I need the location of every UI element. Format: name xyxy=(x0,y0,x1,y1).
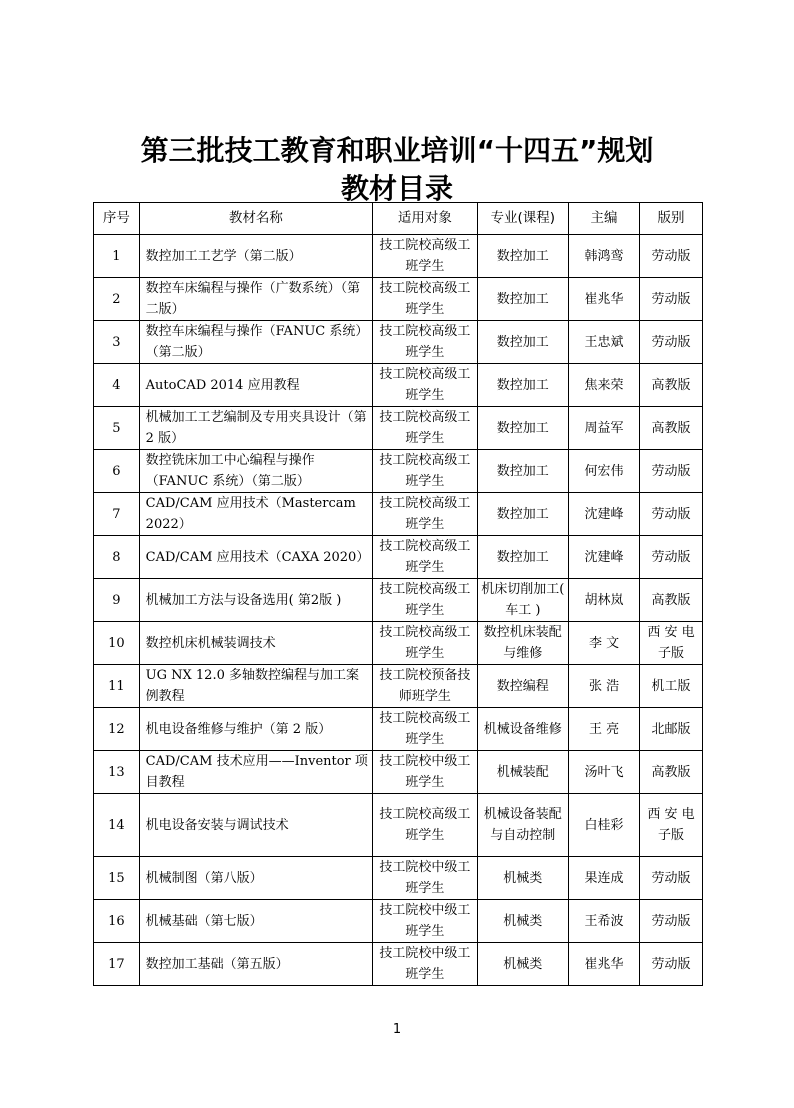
cell-editor: 焦来荣 xyxy=(568,364,639,407)
cell-target: 技工院校高级工班学生 xyxy=(373,493,478,536)
cell-publisher: 机工版 xyxy=(640,665,703,708)
cell-no: 5 xyxy=(94,407,140,450)
cell-major: 数控加工 xyxy=(477,364,568,407)
cell-publisher: 劳动版 xyxy=(640,493,703,536)
cell-major: 数控机床装配与维修 xyxy=(477,622,568,665)
table-row xyxy=(94,751,703,794)
cell-name: 机械加工方法与设备选用( 第2版 ) xyxy=(139,579,372,622)
header-no: 序号 xyxy=(94,203,140,235)
document-title-line2: 教材目录 xyxy=(340,172,453,205)
cell-editor: 果连成 xyxy=(568,857,639,900)
cell-name: 机械制图（第八版） xyxy=(139,857,372,900)
table-row xyxy=(94,364,703,407)
cell-publisher: 高教版 xyxy=(640,364,703,407)
table-row xyxy=(94,665,703,708)
cell-no: 17 xyxy=(94,943,140,986)
page-number: 1 xyxy=(392,1022,402,1037)
cell-name: 机械基础（第七版） xyxy=(139,900,372,943)
header-publisher: 版别 xyxy=(640,203,703,235)
table-row xyxy=(94,900,703,943)
cell-target: 技工院校高级工班学生 xyxy=(373,321,478,364)
cell-editor: 崔兆华 xyxy=(568,943,639,986)
cell-publisher: 劳动版 xyxy=(640,857,703,900)
cell-publisher: 劳动版 xyxy=(640,321,703,364)
cell-editor: 何宏伟 xyxy=(568,450,639,493)
cell-target: 技工院校高级工班学生 xyxy=(373,364,478,407)
cell-no: 8 xyxy=(94,536,140,579)
table-row xyxy=(94,622,703,665)
cell-major: 数控加工 xyxy=(477,321,568,364)
cell-major: 数控编程 xyxy=(477,665,568,708)
cell-name: 机电设备安装与调试技术 xyxy=(139,794,372,857)
table-row xyxy=(94,493,703,536)
table-row xyxy=(94,794,703,857)
cell-publisher: 劳动版 xyxy=(640,278,703,321)
cell-major: 机械类 xyxy=(477,857,568,900)
cell-publisher: 劳动版 xyxy=(640,450,703,493)
cell-name: CAD/CAM 应用技术（CAXA 2020） xyxy=(139,536,372,579)
cell-no: 7 xyxy=(94,493,140,536)
cell-target: 技工院校高级工班学生 xyxy=(373,794,478,857)
cell-editor: 王 亮 xyxy=(568,708,639,751)
cell-major: 数控加工 xyxy=(477,407,568,450)
cell-major: 机床切削加工( 车工 ) xyxy=(477,579,568,622)
cell-publisher: 劳动版 xyxy=(640,943,703,986)
cell-name: 机械加工工艺编制及专用夹具设计（第 2 版） xyxy=(139,407,372,450)
cell-major: 机械装配 xyxy=(477,751,568,794)
cell-major: 机械设备装配与自动控制 xyxy=(477,794,568,857)
cell-name: 数控车床编程与操作（广数系统）（第二版） xyxy=(139,278,372,321)
cell-editor: 白桂彩 xyxy=(568,794,639,857)
cell-name: UG NX 12.0 多轴数控编程与加工案例教程 xyxy=(139,665,372,708)
cell-major: 机械设备维修 xyxy=(477,708,568,751)
cell-editor: 韩鸿鸾 xyxy=(568,235,639,278)
header-major: 专业(课程) xyxy=(477,203,568,235)
textbook-catalog-table xyxy=(93,202,703,986)
table-header-row xyxy=(94,203,703,235)
table-row xyxy=(94,943,703,986)
cell-target: 技工院校中级工班学生 xyxy=(373,751,478,794)
cell-editor: 汤叶飞 xyxy=(568,751,639,794)
cell-editor: 周益军 xyxy=(568,407,639,450)
cell-no: 11 xyxy=(94,665,140,708)
cell-name: 机电设备维修与维护（第 2 版） xyxy=(139,708,372,751)
cell-target: 技工院校中级工班学生 xyxy=(373,857,478,900)
header-target: 适用对象 xyxy=(373,203,478,235)
cell-name: AutoCAD 2014 应用教程 xyxy=(139,364,372,407)
cell-name: CAD/CAM 应用技术（Mastercam 2022） xyxy=(139,493,372,536)
cell-publisher: 劳动版 xyxy=(640,536,703,579)
table-row xyxy=(94,708,703,751)
cell-target: 技工院校高级工班学生 xyxy=(373,450,478,493)
cell-no: 6 xyxy=(94,450,140,493)
cell-major: 机械类 xyxy=(477,943,568,986)
cell-major: 数控加工 xyxy=(477,235,568,278)
cell-publisher: 劳动版 xyxy=(640,235,703,278)
cell-target: 技工院校高级工班学生 xyxy=(373,579,478,622)
cell-target: 技工院校高级工班学生 xyxy=(373,536,478,579)
cell-major: 数控加工 xyxy=(477,278,568,321)
cell-publisher: 高教版 xyxy=(640,579,703,622)
cell-major: 机械类 xyxy=(477,900,568,943)
cell-target: 技工院校中级工班学生 xyxy=(373,943,478,986)
cell-target: 技工院校高级工班学生 xyxy=(373,622,478,665)
table-row xyxy=(94,235,703,278)
cell-editor: 沈建峰 xyxy=(568,536,639,579)
cell-name: 数控机床机械装调技术 xyxy=(139,622,372,665)
cell-target: 技工院校高级工班学生 xyxy=(373,708,478,751)
cell-target: 技工院校高级工班学生 xyxy=(373,278,478,321)
table-row xyxy=(94,857,703,900)
cell-major: 数控加工 xyxy=(477,536,568,579)
cell-no: 14 xyxy=(94,794,140,857)
cell-publisher: 北邮版 xyxy=(640,708,703,751)
cell-target: 技工院校中级工班学生 xyxy=(373,900,478,943)
cell-target: 技工院校预备技师班学生 xyxy=(373,665,478,708)
cell-no: 16 xyxy=(94,900,140,943)
cell-no: 1 xyxy=(94,235,140,278)
cell-editor: 崔兆华 xyxy=(568,278,639,321)
cell-publisher: 西 安 电子版 xyxy=(640,622,703,665)
table-row xyxy=(94,278,703,321)
table-row xyxy=(94,579,703,622)
cell-publisher: 高教版 xyxy=(640,751,703,794)
table-row xyxy=(94,407,703,450)
cell-no: 4 xyxy=(94,364,140,407)
table-row xyxy=(94,450,703,493)
cell-editor: 沈建峰 xyxy=(568,493,639,536)
cell-no: 13 xyxy=(94,751,140,794)
cell-editor: 王忠斌 xyxy=(568,321,639,364)
cell-publisher: 劳动版 xyxy=(640,900,703,943)
cell-major: 数控加工 xyxy=(477,450,568,493)
cell-editor: 胡林岚 xyxy=(568,579,639,622)
cell-name: 数控铣床加工中心编程与操作（FANUC 系统）（第二版） xyxy=(139,450,372,493)
cell-editor: 张 浩 xyxy=(568,665,639,708)
cell-no: 15 xyxy=(94,857,140,900)
cell-name: 数控加工基础（第五版） xyxy=(139,943,372,986)
cell-major: 数控加工 xyxy=(477,493,568,536)
cell-no: 3 xyxy=(94,321,140,364)
cell-name: 数控车床编程与操作（FANUC 系统）（第二版） xyxy=(139,321,372,364)
cell-name: 数控加工工艺学（第二版） xyxy=(139,235,372,278)
cell-no: 9 xyxy=(94,579,140,622)
header-editor: 主编 xyxy=(568,203,639,235)
cell-name: CAD/CAM 技术应用——Inventor 项目教程 xyxy=(139,751,372,794)
cell-target: 技工院校高级工班学生 xyxy=(373,407,478,450)
cell-no: 10 xyxy=(94,622,140,665)
table-row xyxy=(94,536,703,579)
cell-no: 12 xyxy=(94,708,140,751)
cell-no: 2 xyxy=(94,278,140,321)
table-row xyxy=(94,321,703,364)
cell-target: 技工院校高级工班学生 xyxy=(373,235,478,278)
header-name: 教材名称 xyxy=(139,203,372,235)
document-title-line1: 第三批技工教育和职业培训“十四五”规划 xyxy=(140,134,654,167)
cell-publisher: 高教版 xyxy=(640,407,703,450)
cell-editor: 李 文 xyxy=(568,622,639,665)
cell-publisher: 西 安 电子版 xyxy=(640,794,703,857)
cell-editor: 王希波 xyxy=(568,900,639,943)
